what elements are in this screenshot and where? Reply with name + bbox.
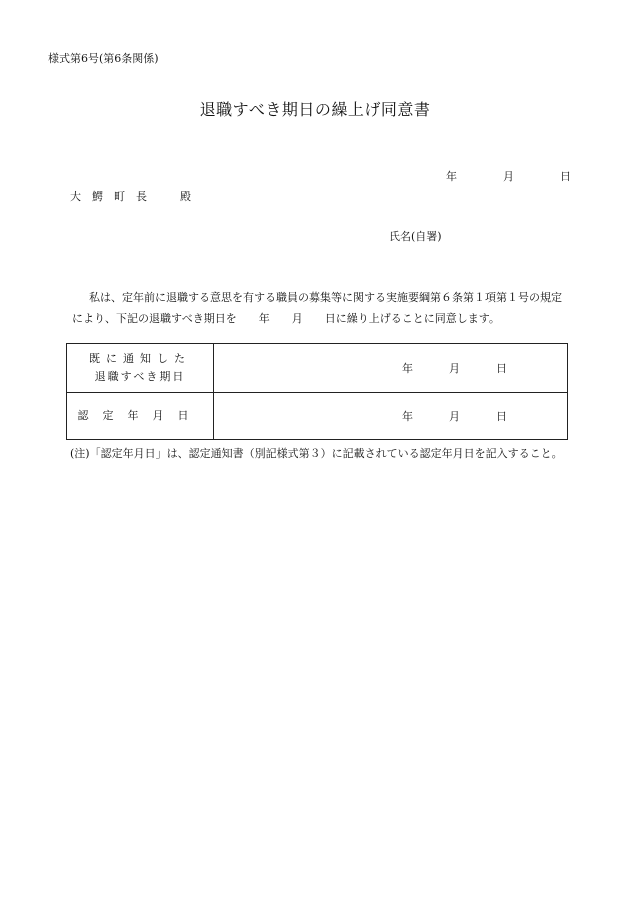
date-month-label: 月 bbox=[503, 170, 514, 183]
approval-date-label bbox=[67, 393, 214, 440]
notified-date-label-line1: 既に通知した bbox=[89, 352, 191, 365]
paragraph-part2: 日に繰り上げることに同意します。 bbox=[324, 312, 500, 325]
date-day-label: 日 bbox=[560, 170, 571, 183]
notified-day-label: 日 bbox=[496, 362, 507, 375]
paragraph-part1: 私は、定年前に退職する意思を有する職員の募集等に関する実施要綱第６条第１項第１号の規定により、下記の退職すべき期日を bbox=[72, 291, 562, 325]
date-table bbox=[66, 343, 568, 440]
approval-date-label-text: 認定年月日 bbox=[77, 409, 203, 422]
table-row bbox=[67, 344, 568, 393]
notified-date-label bbox=[67, 344, 214, 393]
recipient-honorific: 殿 bbox=[180, 190, 191, 203]
date-line bbox=[446, 168, 571, 184]
approval-day-label: 日 bbox=[496, 410, 507, 423]
approval-date-value[interactable] bbox=[214, 393, 568, 440]
notified-date-label-line2: 退職すべき期日 bbox=[94, 370, 186, 383]
footnote: (注)「認定年月日」は、認定通知書（別記様式第３）に記載されている認定年月日を記入すること。 bbox=[70, 447, 563, 460]
approval-year-label: 年 bbox=[402, 410, 413, 423]
recipient bbox=[70, 188, 191, 204]
date-year-label: 年 bbox=[446, 170, 457, 183]
notified-month-label: 月 bbox=[449, 362, 460, 375]
paragraph-year: 年 bbox=[258, 312, 270, 325]
consent-paragraph bbox=[72, 287, 572, 329]
notified-year-label: 年 bbox=[402, 362, 413, 375]
signature-label: 氏名(自署) bbox=[389, 230, 442, 243]
document-title: 退職すべき期日の繰上げ同意書 bbox=[199, 100, 431, 119]
form-number: 様式第6号(第6条関係) bbox=[48, 52, 159, 65]
approval-month-label: 月 bbox=[449, 410, 460, 423]
notified-date-value[interactable] bbox=[214, 344, 568, 393]
table-row bbox=[67, 393, 568, 440]
recipient-addressee: 大鰐町長 bbox=[70, 190, 158, 203]
paragraph-month: 月 bbox=[291, 312, 303, 325]
